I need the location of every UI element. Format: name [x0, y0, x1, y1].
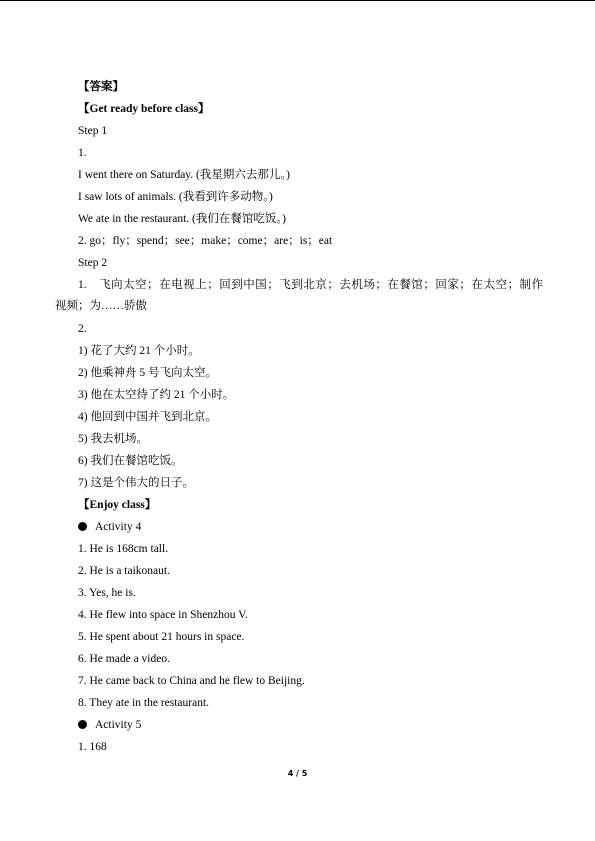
activity5-label: Activity 5 — [95, 719, 142, 731]
activity4-answer: 8. They ate in the restaurant. — [78, 697, 210, 709]
activity5-heading — [78, 718, 141, 732]
activity4-answer: 6. He made a video. — [78, 653, 170, 665]
activity5-answer: 1. 168 — [78, 741, 107, 753]
step2-q2-label: 2. — [78, 323, 87, 335]
section-before-class: 【Get ready before class】 — [78, 103, 210, 115]
step1-q1-label: 1. — [78, 147, 87, 159]
activity4-answer: 3. Yes, he is. — [78, 587, 136, 599]
step2-q1-line2: 视频；为……骄傲 — [55, 300, 147, 312]
activity4-answer: 2. He is a taikonaut. — [78, 565, 170, 577]
step2-item: 7) 这是个伟大的日子。 — [78, 477, 194, 489]
bullet-icon — [78, 720, 87, 729]
answer-heading: 【答案】 — [78, 81, 124, 93]
page-number: 4 / 5 — [287, 769, 308, 778]
bullet-icon — [78, 522, 87, 531]
activity4-answer: 7. He came back to China and he flew to Beijing. — [78, 675, 305, 687]
step1-q2: 2. go；fly；spend；see；make；come；are；is；eat — [78, 235, 333, 247]
activity4-answer: 4. He flew into space in Shenzhou V. — [78, 609, 248, 621]
step2-label: Step 2 — [78, 257, 108, 269]
step2-item: 5) 我去机场。 — [78, 433, 148, 445]
activity4-answer: 5. He spent about 21 hours in space. — [78, 631, 245, 643]
step2-item: 2) 他乘神舟 5 号飞向太空。 — [78, 367, 217, 379]
step1-label: Step 1 — [78, 125, 108, 137]
step2-item: 3) 他在太空待了约 21 个小时。 — [78, 389, 235, 401]
step2-q1-line1: 1. 飞向太空；在电视上；回到中国；飞到北京；去机场；在餐馆；回家；在太空；制作 — [78, 279, 543, 291]
step2-item: 4) 他回到中国并飞到北京。 — [78, 411, 217, 423]
step1-sentence: I saw lots of animals. (我看到许多动物。) — [78, 191, 273, 203]
section-enjoy-class: 【Enjoy class】 — [78, 499, 157, 511]
step2-item: 6) 我们在餐馆吃饭。 — [78, 455, 183, 467]
step1-sentence: We ate in the restaurant. (我们在餐馆吃饭。) — [78, 213, 286, 225]
activity4-heading — [78, 520, 141, 534]
step2-item: 1) 花了大约 21 个小时。 — [78, 345, 200, 357]
activity4-label: Activity 4 — [95, 521, 142, 533]
activity4-answer: 1. He is 168cm tall. — [78, 543, 169, 555]
step1-sentence: I went there on Saturday. (我星期六去那儿。) — [78, 169, 290, 181]
top-rule — [0, 0, 595, 1]
